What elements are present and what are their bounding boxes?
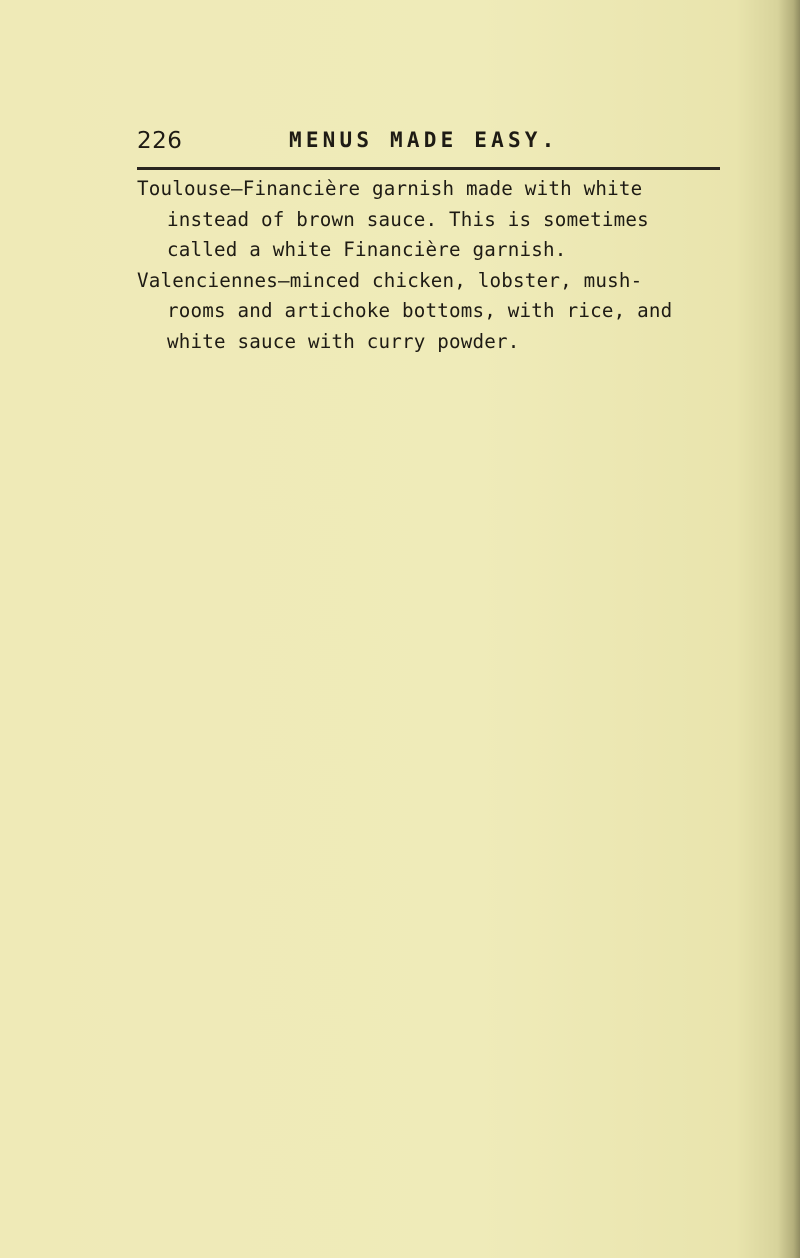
entry-line: rooms and artichoke bottoms, with rice, and — [167, 299, 673, 322]
header-rule — [137, 167, 720, 170]
entry-valenciennes — [137, 266, 737, 358]
entry-toulouse — [137, 174, 737, 266]
running-title: MENUS MADE EASY. — [289, 128, 559, 152]
body-text — [137, 174, 737, 357]
entry-line: white sauce with curry powder. — [167, 329, 520, 353]
entry-line: called a white Financière garnish. — [167, 238, 567, 261]
page-number: 226 — [137, 128, 183, 154]
page-edge-shadow — [778, 0, 800, 1258]
entry-line: Toulouse—Financière garnish made with white — [137, 177, 643, 200]
running-head — [137, 124, 719, 164]
entry-line: instead of brown sauce. This is sometimes — [167, 207, 649, 231]
entry-line: Valenciennes—minced chicken, lobster, mush- — [137, 268, 643, 292]
